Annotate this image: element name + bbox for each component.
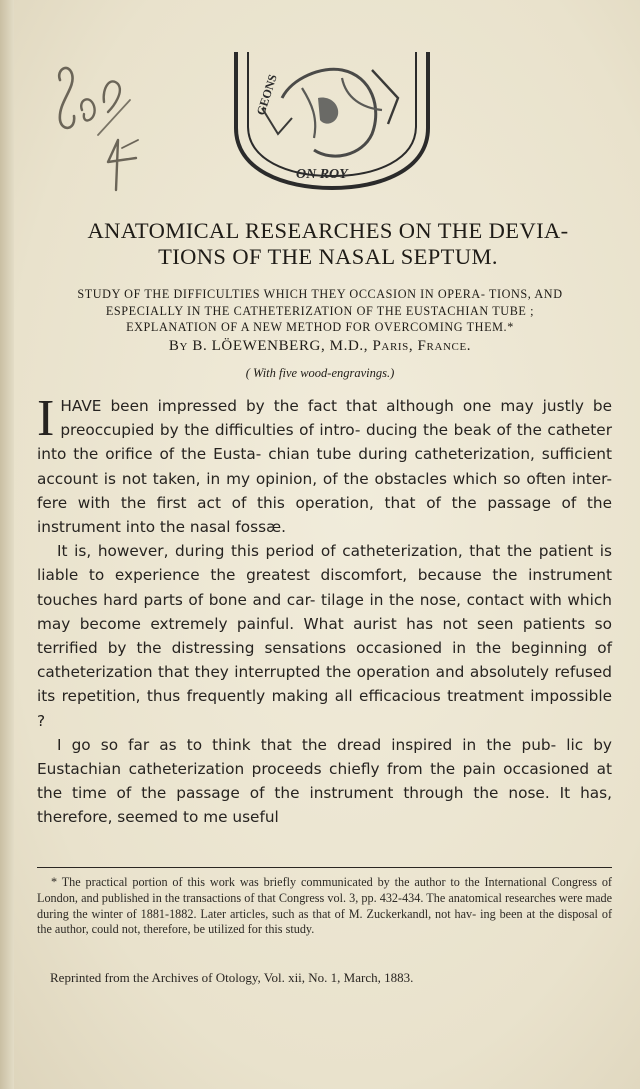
handwritten-annotation xyxy=(38,40,158,210)
paragraph: I go so far as to think that the dread inspired in the pub- lic by Eustachian catheterization proceeds chiefly from the pain occasioned at the time of the passage of the instrument through the nose. It has, therefore, seemed to me useful xyxy=(37,735,612,827)
footnote-text: * The practical portion of this work was briefly communicated by the author to the International Congress of London, and published in the transactions of that Congress vol. 3, pp. 432-434. The anatomical researches were made during the winter of 1881-1882. Later articles, such as that of M. Zuckerkandl, not hav- ing been at the disposal of the author, could not, therefore, be utilized for this study. xyxy=(37,875,612,937)
illustration-note: ( With five wood-engravings.) xyxy=(245,366,395,380)
paragraph xyxy=(37,390,612,539)
reprint-note: Reprinted from the Archives of Otology, Vol. xii, No. 1, March, 1883. xyxy=(50,970,414,985)
article-body xyxy=(37,390,612,830)
article-title: ANATOMICAL RESEARCHES ON THE DEVIA- TIONS OF THE NASAL SEPTUM. xyxy=(87,218,569,269)
library-stamp xyxy=(222,38,442,194)
footnote xyxy=(37,875,612,938)
stamp-text-bottom: ON ROY xyxy=(296,167,348,182)
footnote-divider xyxy=(37,867,612,868)
stamp-text-left: GEONS xyxy=(253,72,280,117)
byline-prefix: By B. xyxy=(168,338,212,354)
binding-edge xyxy=(0,0,14,1089)
drop-cap: I xyxy=(37,390,55,447)
article-subtitle: STUDY OF THE DIFFICULTIES WHICH THEY OCCASION IN OPERA- TIONS, AND ESPECIALLY IN THE CATHETERIZATION OF THE EUSTACHIAN TUBE ; EXPLANATION OF A NEW METHOD FOR OVERCOMING THEM.* xyxy=(77,287,563,334)
author-name: LÖEWENBERG, M.D., Paris, France. xyxy=(211,338,472,354)
author-byline xyxy=(40,338,600,355)
paragraph-text: HAVE been impressed by the fact that although one may justly be preoccupied by the difficulties of intro- ducing the beak of the catheter into the orifice of the Eusta- chian tube during catheterization, sufficient account is not taken, in my opinion, of the obstacles which so often inter- fere with the first act of this operation, that of the passage of the instrument into the nasal fossæ. xyxy=(37,397,612,537)
paragraph: It is, however, during this period of catheterization, that the patient is liable to experience the greatest discomfort, because the instrument touches hard parts of bone and car- tilage in the nose, contact with which may become extremely painful. What aurist has not seen patients so terrified by the distressing sensations occasioned in the beginning of catheterization that they interrupted the operation and absolutely refused its repetition, thus frequently making all efficacious treatment impossible ? xyxy=(37,542,612,730)
